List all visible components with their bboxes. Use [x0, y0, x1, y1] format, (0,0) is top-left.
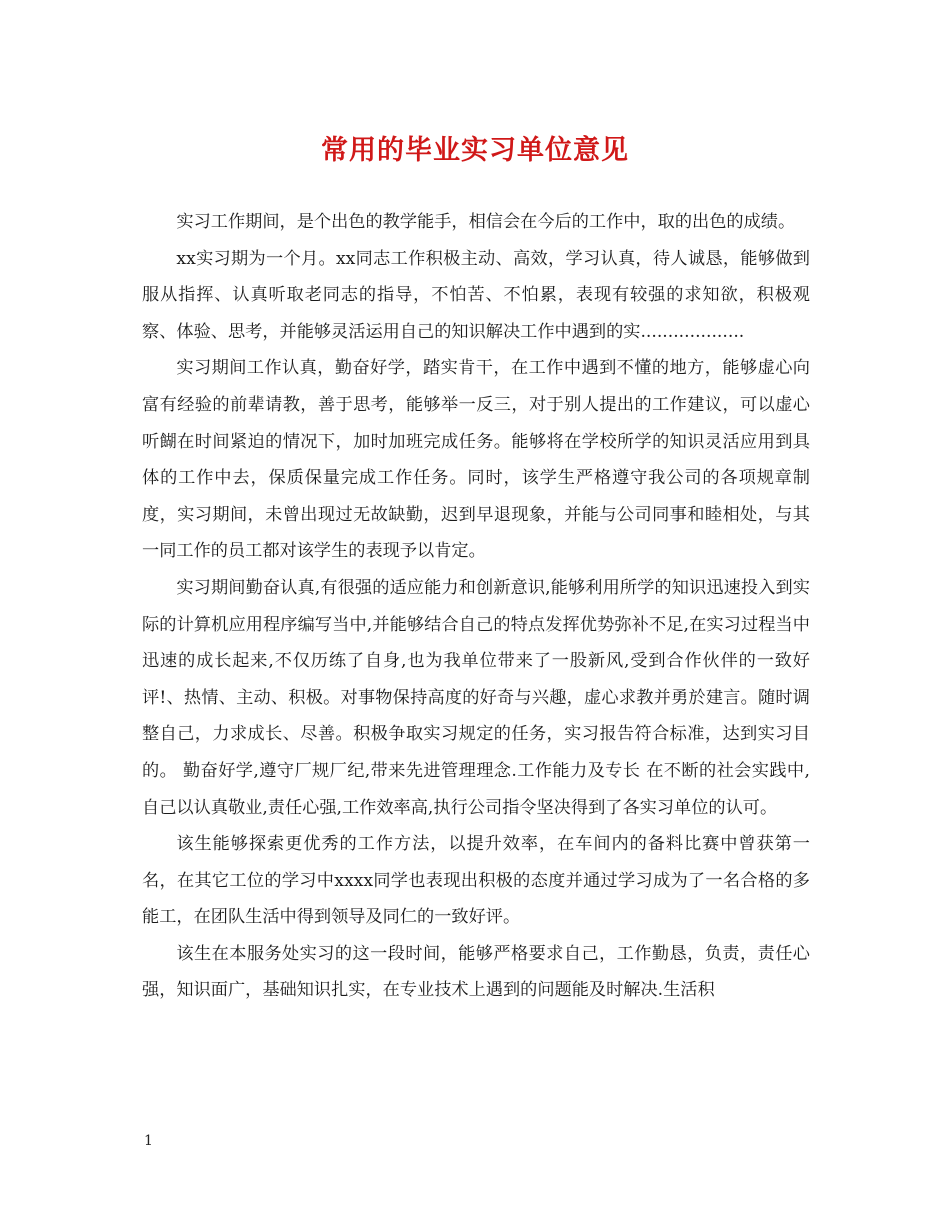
document-title: 常用的毕业实习单位意见	[321, 135, 629, 166]
paragraph: 实习工作期间，是个出色的教学能手，相信会在今后的工作中，取的出色的成绩。	[176, 212, 796, 232]
page-number: 1	[144, 1133, 153, 1149]
paragraph: 该生在本服务处实习的这一段时间，能够严格要求自己，工作勤恳，负责，责任心强，知识面广，基础知识扎实，在专业技术上遇到的问题能及时解决.生活积	[142, 943, 810, 1001]
paragraph: 该生能够探索更优秀的工作方法，以提升效率，在车间内的备料比赛中曾获第一名，在其它工位的学习中xxxx同学也表现出积极的态度并通过学习成为了一名合格的多能工，在团队生活中得到领导及同仁的一致好评。	[142, 834, 810, 928]
paragraph: 实习期间勤奋认真,有很强的适应能力和创新意识,能够利用所学的知识迅速投入到实际的计算机应用程序编写当中,并能够结合自己的特点发挥优势弥补不足,在实习过程当中迅速的成长起来,不仅历练了自身,也为我单位带来了一股新风,受到合作伙伴的一致好评!、热情、主动、积极。对事物保持高度的好奇与兴趣，虚心求教并勇於建言。随时调整自己，力求成长、尽善。积极争取实习规定的任务，实习报告符合标准，达到实习目的。 勤奋好学,遵守厂规厂纪,带来先进管理理念.工作能力及专长 在不断的社会实践中,自己以认真敬业,责任心强,工作效率高,执行公司指令坚决得到了各实习单位的认可。	[142, 577, 810, 818]
paragraph: 实习期间工作认真，勤奋好学，踏实肯干，在工作中遇到不懂的地方，能够虚心向富有经验的前辈请教，善于思考，能够举一反三，对于别人提出的工作建议，可以虚心听餬在时间紧迫的情况下，加时加班完成任务。能够将在学校所学的知识灵活应用到具体的工作中去，保质保量完成工作任务。同时，该学生严格遵守我公司的各项规章制度，实习期间，未曾出现过无故缺勤，迟到早退现象，并能与公司同事和睦相处，与其一同工作的员工都对该学生的表现予以肯定。	[142, 358, 810, 562]
document-body	[142, 204, 810, 1009]
paragraph: xx实习期为一个月。xx同志工作积极主动、高效，学习认真，待人诚恳，能够做到服从指挥、认真听取老同志的指导，不怕苦、不怕累，表现有较强的求知欲，积极观察、体验、思考，并能够灵活运用自己的知识解决工作中遇到的实...................	[142, 248, 810, 342]
